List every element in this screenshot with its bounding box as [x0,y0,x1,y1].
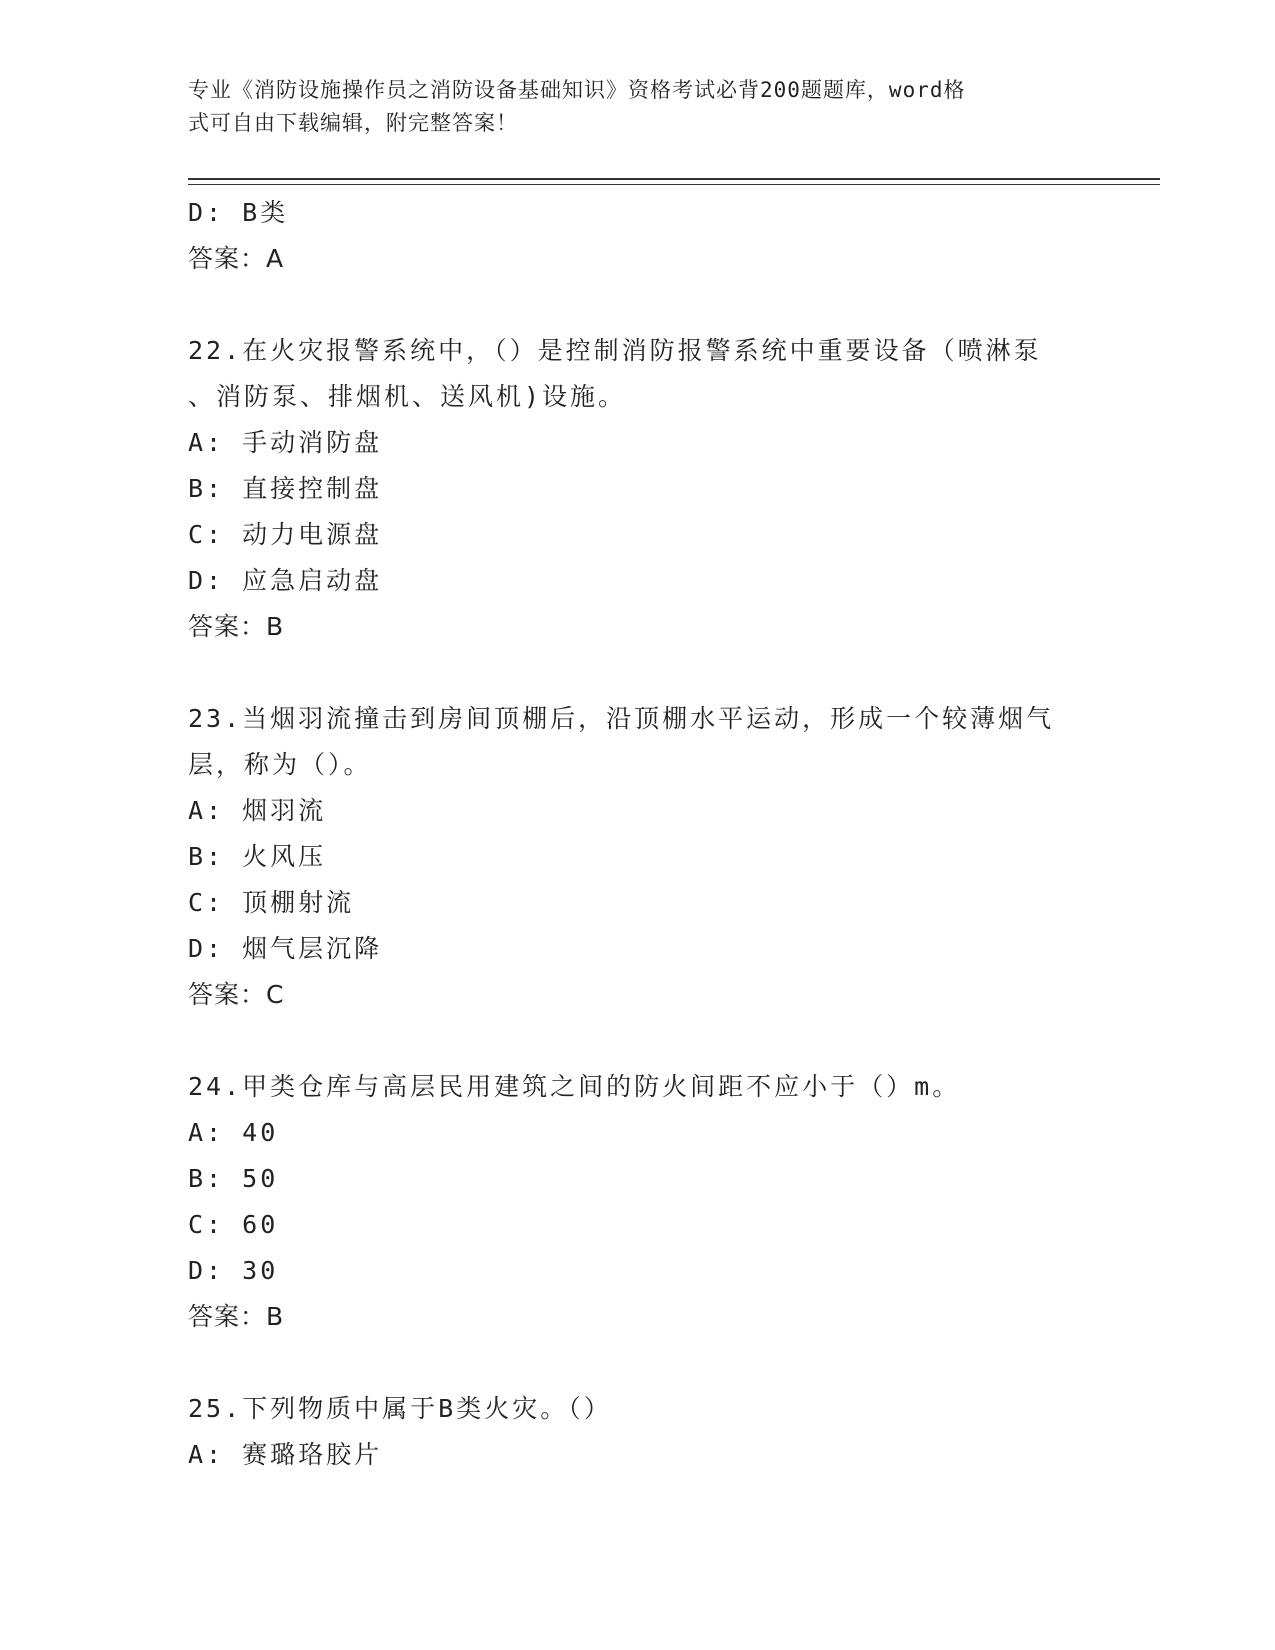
question-23 [188,696,1088,1018]
option-a: A: 烟羽流 [188,796,327,825]
question-stem: 层，称为（）。 [188,750,372,779]
question-stem: 23.当烟羽流撞击到房间顶棚后，沿顶棚水平运动，形成一个较薄烟气 [188,704,1055,733]
question-24 [188,1064,1088,1340]
option-a: A: 赛璐珞胶片 [188,1440,383,1469]
answer: 答案：B [188,1302,285,1331]
option-b: B: 50 [188,1164,279,1193]
answer: 答案：C [188,980,285,1009]
option-d: D: 应急启动盘 [188,566,383,595]
question-stem: 25.下列物质中属于B类火灾。（） [188,1394,612,1423]
option-d: D: 30 [188,1256,279,1285]
question-22 [188,328,1088,650]
question-25 [188,1386,1088,1478]
question-stem: 24.甲类仓库与高层民用建筑之间的防火间距不应小于（）m。 [188,1072,961,1101]
option-d: D: B类 [188,198,289,227]
question-stem: 、消防泵、排烟机、送风机)设施。 [188,382,627,411]
option-b: B: 火风压 [188,842,327,871]
answer: 答案：B [188,612,285,641]
header-rule-thin [188,184,1160,185]
option-a: A: 手动消防盘 [188,428,383,457]
answer: 答案：A [188,244,285,273]
option-a: A: 40 [188,1118,279,1147]
question-stem: 22.在火灾报警系统中，（）是控制消防报警系统中重要设备（喷淋泵 [188,336,1042,365]
header-rule-thick [188,178,1160,180]
option-b: B: 直接控制盘 [188,474,383,503]
header-line-2: 式可自由下载编辑，附完整答案！ [188,111,518,135]
option-c: C: 顶棚射流 [188,888,355,917]
header-line-1: 专业《消防设施操作员之消防设备基础知识》资格考试必背200题题库，word格 [188,78,966,102]
question-content [188,190,1088,1478]
option-c: C: 60 [188,1210,279,1239]
document-header [188,74,1078,140]
option-d: D: 烟气层沉降 [188,934,383,963]
option-c: C: 动力电源盘 [188,520,383,549]
